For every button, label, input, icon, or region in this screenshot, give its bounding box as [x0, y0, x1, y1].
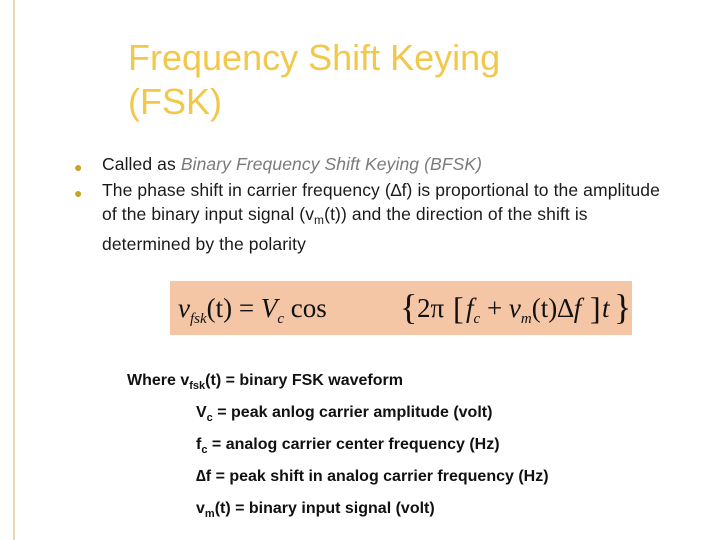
formula-lhs-arg: (t) =	[206, 293, 261, 323]
definition-fc-text: = analog carrier center frequency (Hz)	[207, 436, 500, 453]
where-suffix: (t) = binary FSK waveform	[205, 372, 403, 389]
definition-vc-symbol: V	[196, 404, 207, 421]
svg-text:fc + vm(t)∆f	[466, 293, 585, 327]
definition-vm-sub: m	[204, 508, 215, 520]
formula-lhs-sub: fsk	[189, 311, 207, 327]
bullet-item-bfsk	[74, 152, 674, 176]
definition-delta-f	[196, 464, 549, 496]
where-prefix: Where v	[127, 372, 190, 389]
formula-open-brace: {	[400, 287, 418, 327]
left-decorative-rule	[13, 0, 15, 540]
definition-vm-text: (t) = binary input signal (volt)	[214, 500, 435, 517]
svg-text:vfsk(t) = Vc cos	[178, 293, 327, 327]
title-line-1: Frequency Shift Keying	[128, 37, 501, 78]
formula-vm: v	[508, 293, 521, 323]
formula-close-brace: }	[614, 287, 632, 327]
definition-vc	[196, 400, 549, 432]
formula-t-delta: (t)∆	[531, 293, 574, 323]
formula-V-sub: c	[277, 311, 285, 327]
formula-V: V	[260, 293, 278, 323]
formula-open-bracket: [	[453, 290, 464, 326]
definition-fc-sub: c	[201, 444, 208, 456]
formula-vm-sub: m	[520, 311, 532, 327]
definition-delta-f-text: ∆f = peak shift in analog carrier frequency (Hz)	[196, 468, 549, 485]
bullet-marker-icon: ●	[74, 159, 83, 175]
formula-close-bracket: ]	[590, 290, 601, 326]
formula-f: f	[466, 293, 474, 323]
bullet-1-italic: Binary Frequency Shift Keying (BFSK)	[180, 154, 483, 174]
definition-vm	[196, 496, 549, 528]
definition-vc-text: = peak anlog carrier amplitude (volt)	[212, 404, 493, 421]
formula-cos: cos	[284, 293, 327, 323]
formula-two-pi: 2π	[417, 293, 445, 323]
formula-plus: +	[480, 293, 509, 323]
formula-t: t	[602, 293, 610, 323]
bullet-2-text-a: The phase shift in carrier frequency (∆f) is proportional to the amplitude of the binary input signal (v	[102, 180, 660, 224]
slide-title	[128, 36, 688, 124]
bullet-1-prefix: Called as	[102, 154, 181, 174]
definition-fc-symbol: f	[196, 436, 202, 453]
formula-f-sub: c	[473, 311, 481, 327]
where-line	[127, 368, 403, 399]
svg-text:2π	[417, 293, 445, 323]
definition-list	[196, 400, 549, 528]
definition-vm-symbol: v	[196, 500, 205, 517]
bullet-2-subscript: m	[314, 213, 325, 227]
bullet-marker-icon: ●	[74, 185, 83, 201]
bullet-2-text-b: (t)) and the direction of the shift is determined by the polarity	[102, 204, 588, 254]
fsk-formula	[170, 281, 632, 335]
where-sub: fsk	[189, 380, 206, 392]
definition-fc	[196, 432, 549, 464]
formula-lhs-v: v	[178, 293, 190, 323]
title-line-2: (FSK)	[128, 81, 222, 122]
bullet-list	[74, 152, 674, 256]
bullet-item-phase-shift	[74, 178, 674, 256]
formula-f2: f	[573, 293, 582, 323]
definition-vc-sub: c	[206, 412, 213, 424]
